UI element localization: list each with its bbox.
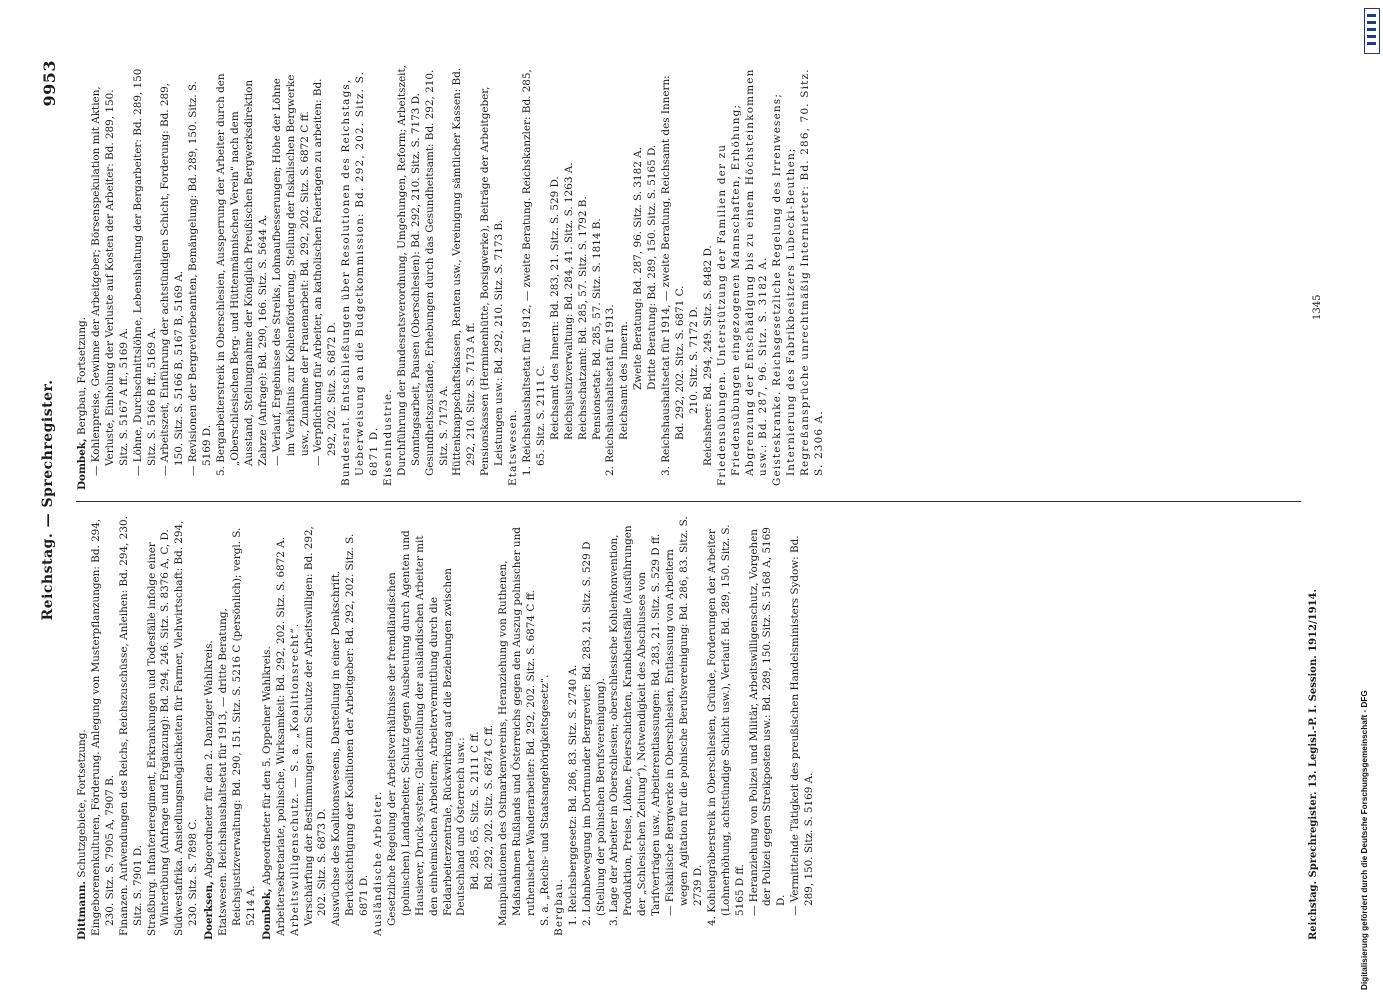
entry-line: Finanzen. Aufwendungen des Reichs, Reichszuschüsse, Anleihen: Bd. 294, 230. Sitz. S. 7901 D. [117,516,144,936]
entry-line: — Heranziehung von Polizei und Militär, Arbeitswilligenschutz, Vorgehen der Polizei gegen Streikposten usw.: Bd. 289, 150. Sitz. S. 5168 A, 5169 D. [747,527,788,916]
entry-dombek [261,515,817,940]
entry-line: 2. Reichshaushaltsetat für 1913. [604,304,617,476]
entry-line: Reichsamt des Innern. [618,321,631,440]
entry-line: 210. Sitz. S. 7172 D. [687,306,700,414]
signature-number: 1345 [1312,294,1323,320]
entry-line: Abgeordneter für den 2. Danziger Wahlkreis. [203,640,216,878]
entry-line: Auswüchse des Koalitionswesens, Darstellung in einer Denkschrift. Berücksichtigung der Koalitionen der Arbeitgeber: Bd. 292, 202. Sitz. S. 6871 D. [330,533,371,926]
entry-line: Gesetzliche Regelung der Arbeitsverhältnisse der fremdländischen (polnischen) Landarbeiter, Schutz gegen Ausbeutung durch Agenten und Hausierer, Druck-system; Gleichstellung der ausländischen Arbeiter mit den einheimischen Arbeitern; Arbeitervermittlung durch die Feldarbeiterzentrale, Rückwirkung auf die Beziehungen zwischen Deutschland und Österreich usw.: [385,530,468,926]
entry-line: Reichsamt des Innern: Bd. 283, 21. Sitz. S. 529 D. [548,176,561,440]
entry-line: — Löhne, Durchschnittslöhne, Lebenshaltung der Bergarbeiter: Bd. 289, 150 Sitz. S. 5166 B ff., 5169 A. [131,68,158,476]
entry-line: — Revisionen der Bergrevierbeamten, Bemängelung: Bd. 289, 150. Sitz. S. 5169 D. [187,81,214,476]
column-divider [76,501,1301,502]
entry-line: 1. Reichshaushaltsetat für 1912, — zweite Beratung. Reichskanzler: Bd. 285, 65. Sitz. S. 2111 C. [521,69,547,476]
entry-line: Bd. 292, 202. Sitz. S. 6871 C. [673,285,686,440]
entry-line: Dritte Beratung: Bd. 289, 150. Sitz. S. 5165 D. [646,144,659,390]
entry-line: — Arbeitszeit, Einführung der achtstündigen Schicht, Forderung: Bd. 289, 150. Sitz. S. 5166 B, 5167 B, 5169 A. [159,82,186,476]
entry-line: Friedensübungen. Unterstützung der Familien der zu Friedensübungen eingezogenen Mannschaften, Erhöhung; Abgrenzung der Entschädigung bis zu einem Höchsteinkommen usw.: Bd. 287, 96. Sitz. S. 3182 A. [715,68,770,486]
entry-line: Pensionskassen (Herminenhütte, Borsigwerke), Beiträge der Arbeitgeber, Leistungen usw.: Bd. 292, 210. Sitz. S. 7173 B. [479,86,506,476]
running-head [40,60,68,940]
entry-line: Straßburg. Infanterieregiment, Erkrankungen und Todesfälle infolge einer Winterübung (Anfrage und Ergänzung): Bd. 294, 246. Sitz. S. 8376 A, C, D. [145,529,172,936]
entry-line: Verschärfung der Bestimmungen zum Schutze der Arbeitswilligen: Bd. 292, 202. Sitz. S. 6873 D. [302,526,329,926]
rotated-register-page [40,60,1340,940]
entry-line: Manipulationen des Ostmarkenvereins, Heranziehung von Ruthenen, Maßnahmen Rußlands und Österreichs gegen den Auszug polnischer und ruthenischer Wanderarbeiter: Bd. 292, 202. Sitz. S. 6874 C ff. [497,527,537,926]
entry-line: 1. Reichsberggesetz: Bd. 286, 83. Sitz. S. 2740 A. [566,664,579,926]
entry-line: Pensionsetat: Bd. 285, 57. Sitz. S. 1814 B. [590,218,603,440]
entry-line: — Kohlenpreise, Gewinne der Arbeitgeber; Börsenspekulation mit Aktien, Verluste, Einholung der Verluste auf Kosten der Arbeiter: Bd. 289, 150. Sitz. S. 5167 A ff., 5169 A. [89,86,130,476]
entry-line: 3. Reichshaushaltsetat für 1914, — zweite Beratung, Reichsamt des Innern: [660,75,673,476]
entry-line: Reichsjustizverwaltung: Bd. 284, 41. Sitz. S. 1263 A. [562,162,575,440]
entry-line: Bergbau, Fortsetzung. [76,316,88,436]
entry-keyword: Doerksen, [203,881,216,940]
entry-line: Eisenindustrie. [381,388,394,486]
entry-line: — Verpflichtung für Arbeiter, an katholischen Feiertagen zu arbeiten: Bd. 292, 202. Sitz. S. 6872 D. [312,78,339,466]
entry-doerksen [203,515,259,940]
entry-line: Bergbau. [552,878,565,936]
entry-line: Südwestafrika. Ansiedlungsmöglichkeiten für Farmer, Viehwirtschaft: Bd. 294, 230. Sitz. S. 7898 C. [173,520,200,936]
entry-line: Bundesrat. Entschließungen über Resolutionen des Reichstags, Ueberweisung an die Budgetkommission: Bd. 292, 202. Sitz. S. 6871 D. [340,70,381,486]
right-column [76,65,1301,490]
entry-line: Bd. 292, 202. Sitz. S. 6874 C ff. [483,724,496,890]
entry-line: Abgeordneter für den 5. Oppelner Wahlkreis. [260,646,273,886]
entry-line: Ausländische Arbeiter. [372,790,385,936]
entry-keyword: Dombek, [260,888,273,940]
entry-line: — Verlauf, Ergebnisse des Streiks, Lohnaufbesserungen; Höhe der Löhne im Verhältnis zur Kohlenförderung, Stellung der fiskalischen Bergwerke usw., Zunahme der Frauenarbeit: Bd. 292, 202. Sitz. S. 6872 C ff. [270,74,311,466]
entry-line: Schutzgebiete, Fortsetzung. [76,729,88,878]
entry-dittmann [76,515,201,940]
entry-line: Gesundheitszustände, Erhebungen durch das Gesundheitsamt: Bd. 292, 210. Sitz. S. 7173 A. [423,69,450,476]
entry-line: Etatswesen. Reichshaushaltsetat für 1913, — dritte Beratung, Reichsjustizverwaltung: Bd. 290, 151. Sitz. S. 5216 C (persönlich); vergl. S. 5214 A. [217,527,257,936]
entry-line: Durchführung der Bundesratsverordnung, Umgehungen, Reform; Arbeitszeit, Sonntagsarbeit, Pausen (Oberschlesien): Bd. 292, 210. Sitz. S. 7173 D. [395,65,422,476]
entry-line: Arbeitersekretariate, polnische, Wirksamkeit: Bd. 292, 202. Sitz. S. 6872 A. [274,537,287,936]
two-column-body [76,60,1301,940]
entry-line: Hüttenknappschaftskassen, Renten usw., Vereinigung sämtlicher Kassen: Bd. 292, 210. Sitz. S. 7173 A ff. [451,67,478,476]
entry-dombek-continued [76,65,827,490]
entry-keyword: Dombek, [76,438,88,490]
entry-line: Arbeitswilligenschutz. — S. a. „Koalitionsrecht“. [288,622,301,936]
entry-line: Bd. 285, 65. Sitz. S. 2111 C ff. [469,731,482,890]
entry-line: Etatswesen. [507,408,520,486]
entry-line: — Vermittelnde Tätigkeit des preußischen Handelsministers Sydow: Bd. 289, 150. Sitz. S. 5169 A. [789,535,816,916]
entry-line: 2. Lohnbewegung im Dortmunder Bergrevier: Bd. 283, 21. Sitz. S. 529 D (Stellung der polnischen Berufsvereinigung). [580,541,607,926]
entry-line: — Fiskalische Bergwerke in Oberschlesien, Entlassung von Arbeitern wegen Agitation für die polnische Berufsvereinigung: Bd. 286, 83. Sitz. S. 2739 D. [664,516,704,916]
entry-line: 5. Bergarbeiterstreik in Oberschlesien, Aussperrung der Arbeiter durch den „Oberschlesischen Berg- und Hüttenmännischen Verein“ nach dem Ausstand, Stellungnahme der Königlich Preußischen Bergwerksdirektion Zabrze (Anfrage): Bd. 290, 166. Sitz. S. 5644 A. [215,73,269,476]
entry-line: Geisteskranke. Reichsgesetzliche Regelung des Irrenwesens; Internierung des Fabrikbesitzers Lubecki-Beuthen; Regreßansprüche unrechtmäßig Internierter: Bd. 286, 70. Sitz. S. 2306 A. [771,68,826,486]
digitization-credit: Digitalisierung gefördert durch die Deutsche Forschungsgemeinschaft - DFG [1360,690,1369,990]
left-column [76,515,1301,940]
page-footer: Reichstag. Sprechregister. 13. Legisl.-P. I. Session. 1912/1914. [1308,588,1319,940]
entry-line: 4. Kohlengräberstreik in Oberschlesien, Gründe, Forderungen der Arbeiter (Lohnerhöhung, achtstündige Schicht usw.), Verlauf: Bd. 289, 150. Sitz. S. 5165 D ff. [705,524,746,926]
entry-line: S. a. „Reichs- und Staatsangehörigkeitsgesetz“. [538,674,551,926]
entry-line: Eingeborenenkulturen, Förderung. Anlegung von Musterpflanzungen: Bd. 294, 230. Sitz. S. 7905 A, 7907 B. [89,518,116,936]
entry-line: 3. Lage der Arbeiter in Oberschlesien; oberschlesische Kohlenkonvention, Produktion, Preise, Löhne, Feierschichten, Krankheitsfälle (Ausführungen der „Schlesischen Zeitung“), Notwendigkeit des Abschlusses von Tarifverträgen usw., Arbeiterentlassungen: Bd. 283, 21. Sitz. S. 529 D ff. [608,525,663,926]
running-head-title: Reichstag. — Sprechregister. [40,379,56,621]
entry-line: Zweite Beratung: Bd. 287, 96. Sitz. S. 3182 A. [632,147,645,390]
entry-line: Reichsschatzamt: Bd. 285, 57. Sitz. S. 1792 B. [576,196,589,440]
entry-line: Reichsheer: Bd. 294, 249. Sitz. S. 8482 D. [701,245,714,466]
entry-keyword: Dittmann. [76,880,88,940]
page-number: 9953 [40,60,59,107]
